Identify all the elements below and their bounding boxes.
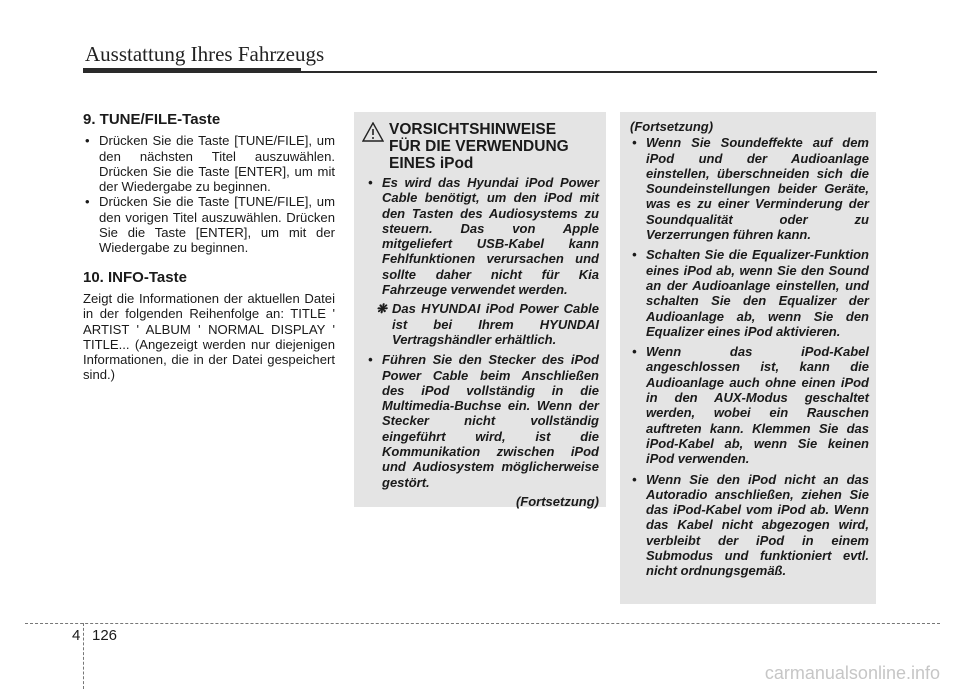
caution-content bbox=[366, 175, 599, 509]
caution2-bullet-2: • Schalten Sie die Equalizer-Funktion eines iPod ab, wenn Sie den Sound an der Audioanlage einstellen, und schalten Sie den Equalizer der Audioanlage ab, wenn Sie den Equalizer eines iPod aktivieren. bbox=[630, 247, 869, 339]
caution-continued-content bbox=[630, 119, 869, 579]
section-9-bullet-2: • Drücken Sie die Taste [TUNE/FILE], um den vorigen Titel auszuwählen. Drücken Sie die Taste [ENTER], um mit der Wiedergabe zu beginnen. bbox=[83, 194, 335, 255]
caution-bullet-1: • Es wird das Hyundai iPod Power Cable benötigt, um den iPod mit den Tasten des Audiosystems zu steuern. Das von Apple mitgeliefert USB-Kabel kann Fehlfunktionen verursachen und sollte daher nicht für Kia Fahrzeuge verwendet werden. bbox=[366, 175, 599, 297]
note-asterisk-icon: ❋ bbox=[376, 301, 387, 317]
page-number: 126 bbox=[92, 627, 118, 644]
caution2-bullet-1: • Wenn Sie Soundeffekte auf dem iPod und der Audioanlage einstellen, überschneiden sich die Soundeinstellungen beider Geräte, was es zu einer Verminderung der Soundqualität oder zu Verzerrungen führen kann. bbox=[630, 135, 869, 242]
caution-title-line-2: FÜR DIE VERWENDUNG bbox=[389, 137, 569, 155]
section-9-bullet-1: • Drücken Sie die Taste [TUNE/FILE], um den nächsten Titel auszuwählen. Drücken Sie die Taste [ENTER], um mit der Wiedergabe zu beginnen. bbox=[83, 133, 335, 194]
section-9-title: 9. TUNE/FILE-Taste bbox=[83, 111, 221, 128]
chapter-number: 4 bbox=[72, 627, 81, 644]
footer-rule bbox=[25, 623, 940, 624]
caution-title-line-3: EINES iPod bbox=[389, 154, 474, 172]
caution-title-line-1: VORSICHTSHINWEISE bbox=[389, 121, 557, 138]
header-rule bbox=[301, 71, 877, 73]
left-column bbox=[83, 112, 335, 383]
caution-note-text: Das HYUNDAI iPod Power Cable ist bei Ihrem HYUNDAI Vertragshändler erhältlich. bbox=[392, 301, 599, 347]
caution-note bbox=[366, 301, 599, 347]
caution-title bbox=[389, 122, 599, 172]
caution-bullet-2: • Führen Sie den Stecker des iPod Power Cable beim Anschließen des iPod vollständig in die Multimedia-Buchse ein. Wenn der Stecker nicht vollständig eingeführt wird, ist die Kommunikation zwischen iPod und Audiosystem möglicherweise gestört. bbox=[366, 352, 599, 490]
header-bar bbox=[83, 68, 301, 73]
warning-triangle-icon bbox=[362, 122, 384, 142]
caution2-bullet-4: • Wenn Sie den iPod nicht an das Autoradio anschließen, ziehen Sie das iPod-Kabel vom iPod ab. Wenn das Kabel nicht abgezogen wird, verbleibt der iPod in einem Submodus und funktioniert evtl. nicht ordnungsgemäß. bbox=[630, 472, 869, 579]
continued-label: (Fortsetzung) bbox=[515, 493, 599, 509]
continued-heading: (Fortsetzung) bbox=[630, 119, 714, 134]
watermark: carmanualsonline.info bbox=[764, 663, 940, 683]
footer-divider bbox=[83, 623, 84, 689]
section-10-text: Zeigt die Informationen der aktuellen Datei in der folgenden Reihenfolge an: TITLE ' ARTIST ' ALBUM ' NORMAL DISPLAY ' TITLE... (Angezeigt werden nur diejenigen Informationen, die in der Datei gespeichert sind.) bbox=[83, 290, 335, 383]
caution2-bullet-3: • Wenn das iPod-Kabel angeschlossen ist, kann die Audioanlage auch ohne einen iPod in den AUX-Modus geschaltet werden, wobei ein Rauschen auftreten kann. Klemmen Sie das iPod-Kabel ab, wenn Sie keinen iPod verwenden. bbox=[630, 344, 869, 466]
page-header-title: Ausstattung Ihres Fahrzeugs bbox=[85, 42, 325, 66]
section-10-title: 10. INFO-Taste bbox=[83, 268, 187, 286]
